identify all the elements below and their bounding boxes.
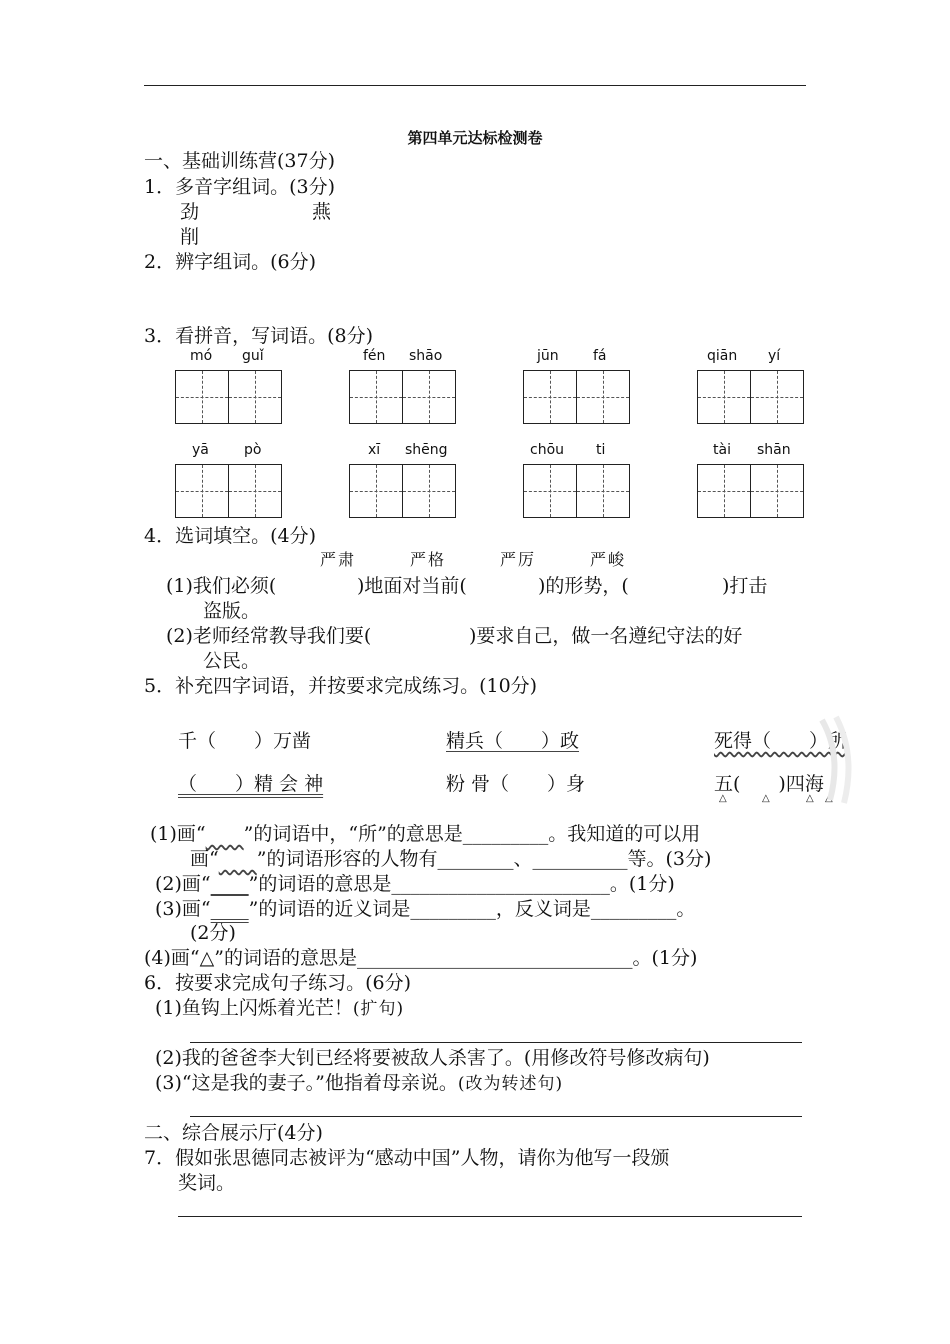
pinyin: yā xyxy=(192,442,209,458)
pinyin: jūn xyxy=(537,348,559,364)
section-1-heading: 一、基础训练营(37分) xyxy=(144,150,336,172)
q6-sentence-1: (1)鱼钩上闪烁着光芒！(扩句) xyxy=(155,997,405,1019)
q6-sentence-2: (2)我的爸爸李大钊已经将要被敌人杀害了。(用修改符号修改病句) xyxy=(155,1047,710,1069)
q4-sentence-1-part: )打击 xyxy=(722,575,768,597)
pinyin: guǐ xyxy=(242,348,264,364)
pinyin: fén xyxy=(363,348,386,364)
idiom-wavy-underline: 死得（ ）所 xyxy=(714,730,848,752)
writing-box[interactable] xyxy=(576,370,630,424)
writing-box[interactable] xyxy=(697,370,751,424)
q4-sentence-1-part: )的形势，( xyxy=(538,575,629,597)
pinyin: yí xyxy=(768,348,781,364)
writing-box[interactable] xyxy=(523,370,577,424)
writing-box[interactable] xyxy=(697,464,751,518)
word-option: 严厉 xyxy=(500,550,537,569)
writing-box[interactable] xyxy=(349,370,403,424)
idiom: 粉 骨（ ）身 xyxy=(446,773,586,795)
answer-line[interactable] xyxy=(178,1216,802,1217)
q4-sentence-2-end: 公民。 xyxy=(203,650,261,672)
triangle-mark: △ xyxy=(806,793,814,804)
q4-sentence-1-part: (1)我们必须( xyxy=(166,575,277,597)
word-option: 严峻 xyxy=(590,550,627,569)
section-2-heading: 二、综合展示厅(4分) xyxy=(144,1122,323,1144)
q4-sentence-2-part: )要求自己，做一名遵纪守法的好 xyxy=(469,625,743,647)
double-underline-sample xyxy=(211,898,249,920)
q2-label: 2．辨字组词。(6分) xyxy=(144,251,317,273)
pinyin: shēng xyxy=(405,442,448,458)
q7-label-cont: 奖词。 xyxy=(178,1172,236,1194)
pinyin: shāo xyxy=(409,348,443,364)
q3-label: 3．看拼音，写词语。(8分) xyxy=(144,325,374,347)
triangle-mark: △ xyxy=(825,793,833,804)
q1-char: 削 xyxy=(180,226,200,248)
idiom-single-underline: 精兵（ ）政 xyxy=(446,730,580,752)
writing-box[interactable] xyxy=(175,464,229,518)
q5-part-3: (3)画“ ”的词语的近义词是_________，反义词是_________。 xyxy=(155,898,696,920)
page-title: 第四单元达标检测卷 xyxy=(407,129,543,147)
header-rule xyxy=(144,85,806,86)
q5-part-1: (1)画“ ”的词语中，“所”的意思是_________。我知道的可以用 xyxy=(150,823,701,845)
writing-box[interactable] xyxy=(402,370,456,424)
triangle-mark: △ xyxy=(719,793,727,804)
q5-part-2: (2)画“ ”的词语的意思是_______________________。(1分) xyxy=(155,873,675,895)
answer-line[interactable] xyxy=(190,1042,802,1043)
q5-part-3-cont: (2分) xyxy=(190,922,236,944)
idiom: 千（ ）万凿 xyxy=(178,730,312,752)
pinyin: fá xyxy=(593,348,607,364)
wavy-sample xyxy=(206,823,244,845)
pinyin: tài xyxy=(713,442,731,458)
q1-char: 劲 xyxy=(180,201,200,223)
q6-sentence-3: (3)“这是我的妻子。”他指着母亲说。(改为转述句) xyxy=(155,1072,564,1094)
decorative-wave-icon xyxy=(812,715,858,805)
q5-label: 5．补充四字词语，并按要求完成练习。(10分) xyxy=(144,675,538,697)
q5-part-4: (4)画“△”的词语的意思是_____________________________。(1分) xyxy=(144,947,698,969)
writing-box[interactable] xyxy=(750,370,804,424)
pinyin: xī xyxy=(368,442,381,458)
q1-char: 燕 xyxy=(312,201,332,223)
idiom-double-underline: （ ）精 会 神 xyxy=(178,773,324,795)
q7-label: 7．假如张思德同志被评为“感动中国”人物，请你为他写一段颁 xyxy=(144,1147,670,1169)
bold-underline-sample xyxy=(211,873,249,895)
q4-sentence-2-part: (2)老师经常教导我们要( xyxy=(166,625,372,647)
word-option: 严肃 xyxy=(320,550,357,569)
pinyin: chōu xyxy=(530,442,565,458)
pinyin: shān xyxy=(757,442,791,458)
q1-label: 1．多音字组词。(3分) xyxy=(144,176,336,198)
writing-box[interactable] xyxy=(750,464,804,518)
writing-box[interactable] xyxy=(175,370,229,424)
pinyin: ti xyxy=(596,442,606,458)
writing-box[interactable] xyxy=(228,370,282,424)
writing-box[interactable] xyxy=(402,464,456,518)
q6-label: 6．按要求完成句子练习。(6分) xyxy=(144,972,412,994)
q4-sentence-1-end: 盗版。 xyxy=(203,600,261,622)
writing-box[interactable] xyxy=(576,464,630,518)
wavy-sample xyxy=(219,848,257,870)
writing-box[interactable] xyxy=(228,464,282,518)
pinyin: qiān xyxy=(707,348,738,364)
answer-line[interactable] xyxy=(190,1116,802,1117)
q4-sentence-1-part: )地面对当前( xyxy=(357,575,467,597)
pinyin: mó xyxy=(190,348,213,364)
q4-label: 4．选词填空。(4分) xyxy=(144,525,317,547)
pinyin: pò xyxy=(244,442,262,458)
idiom-triangle-marked: 五( )四海 xyxy=(714,773,824,795)
writing-box[interactable] xyxy=(349,464,403,518)
word-option: 严格 xyxy=(410,550,447,569)
writing-box[interactable] xyxy=(523,464,577,518)
triangle-mark: △ xyxy=(762,793,770,804)
q5-part-1-cont: 画“ ”的词语形容的人物有________、__________等。(3分) xyxy=(190,848,712,870)
